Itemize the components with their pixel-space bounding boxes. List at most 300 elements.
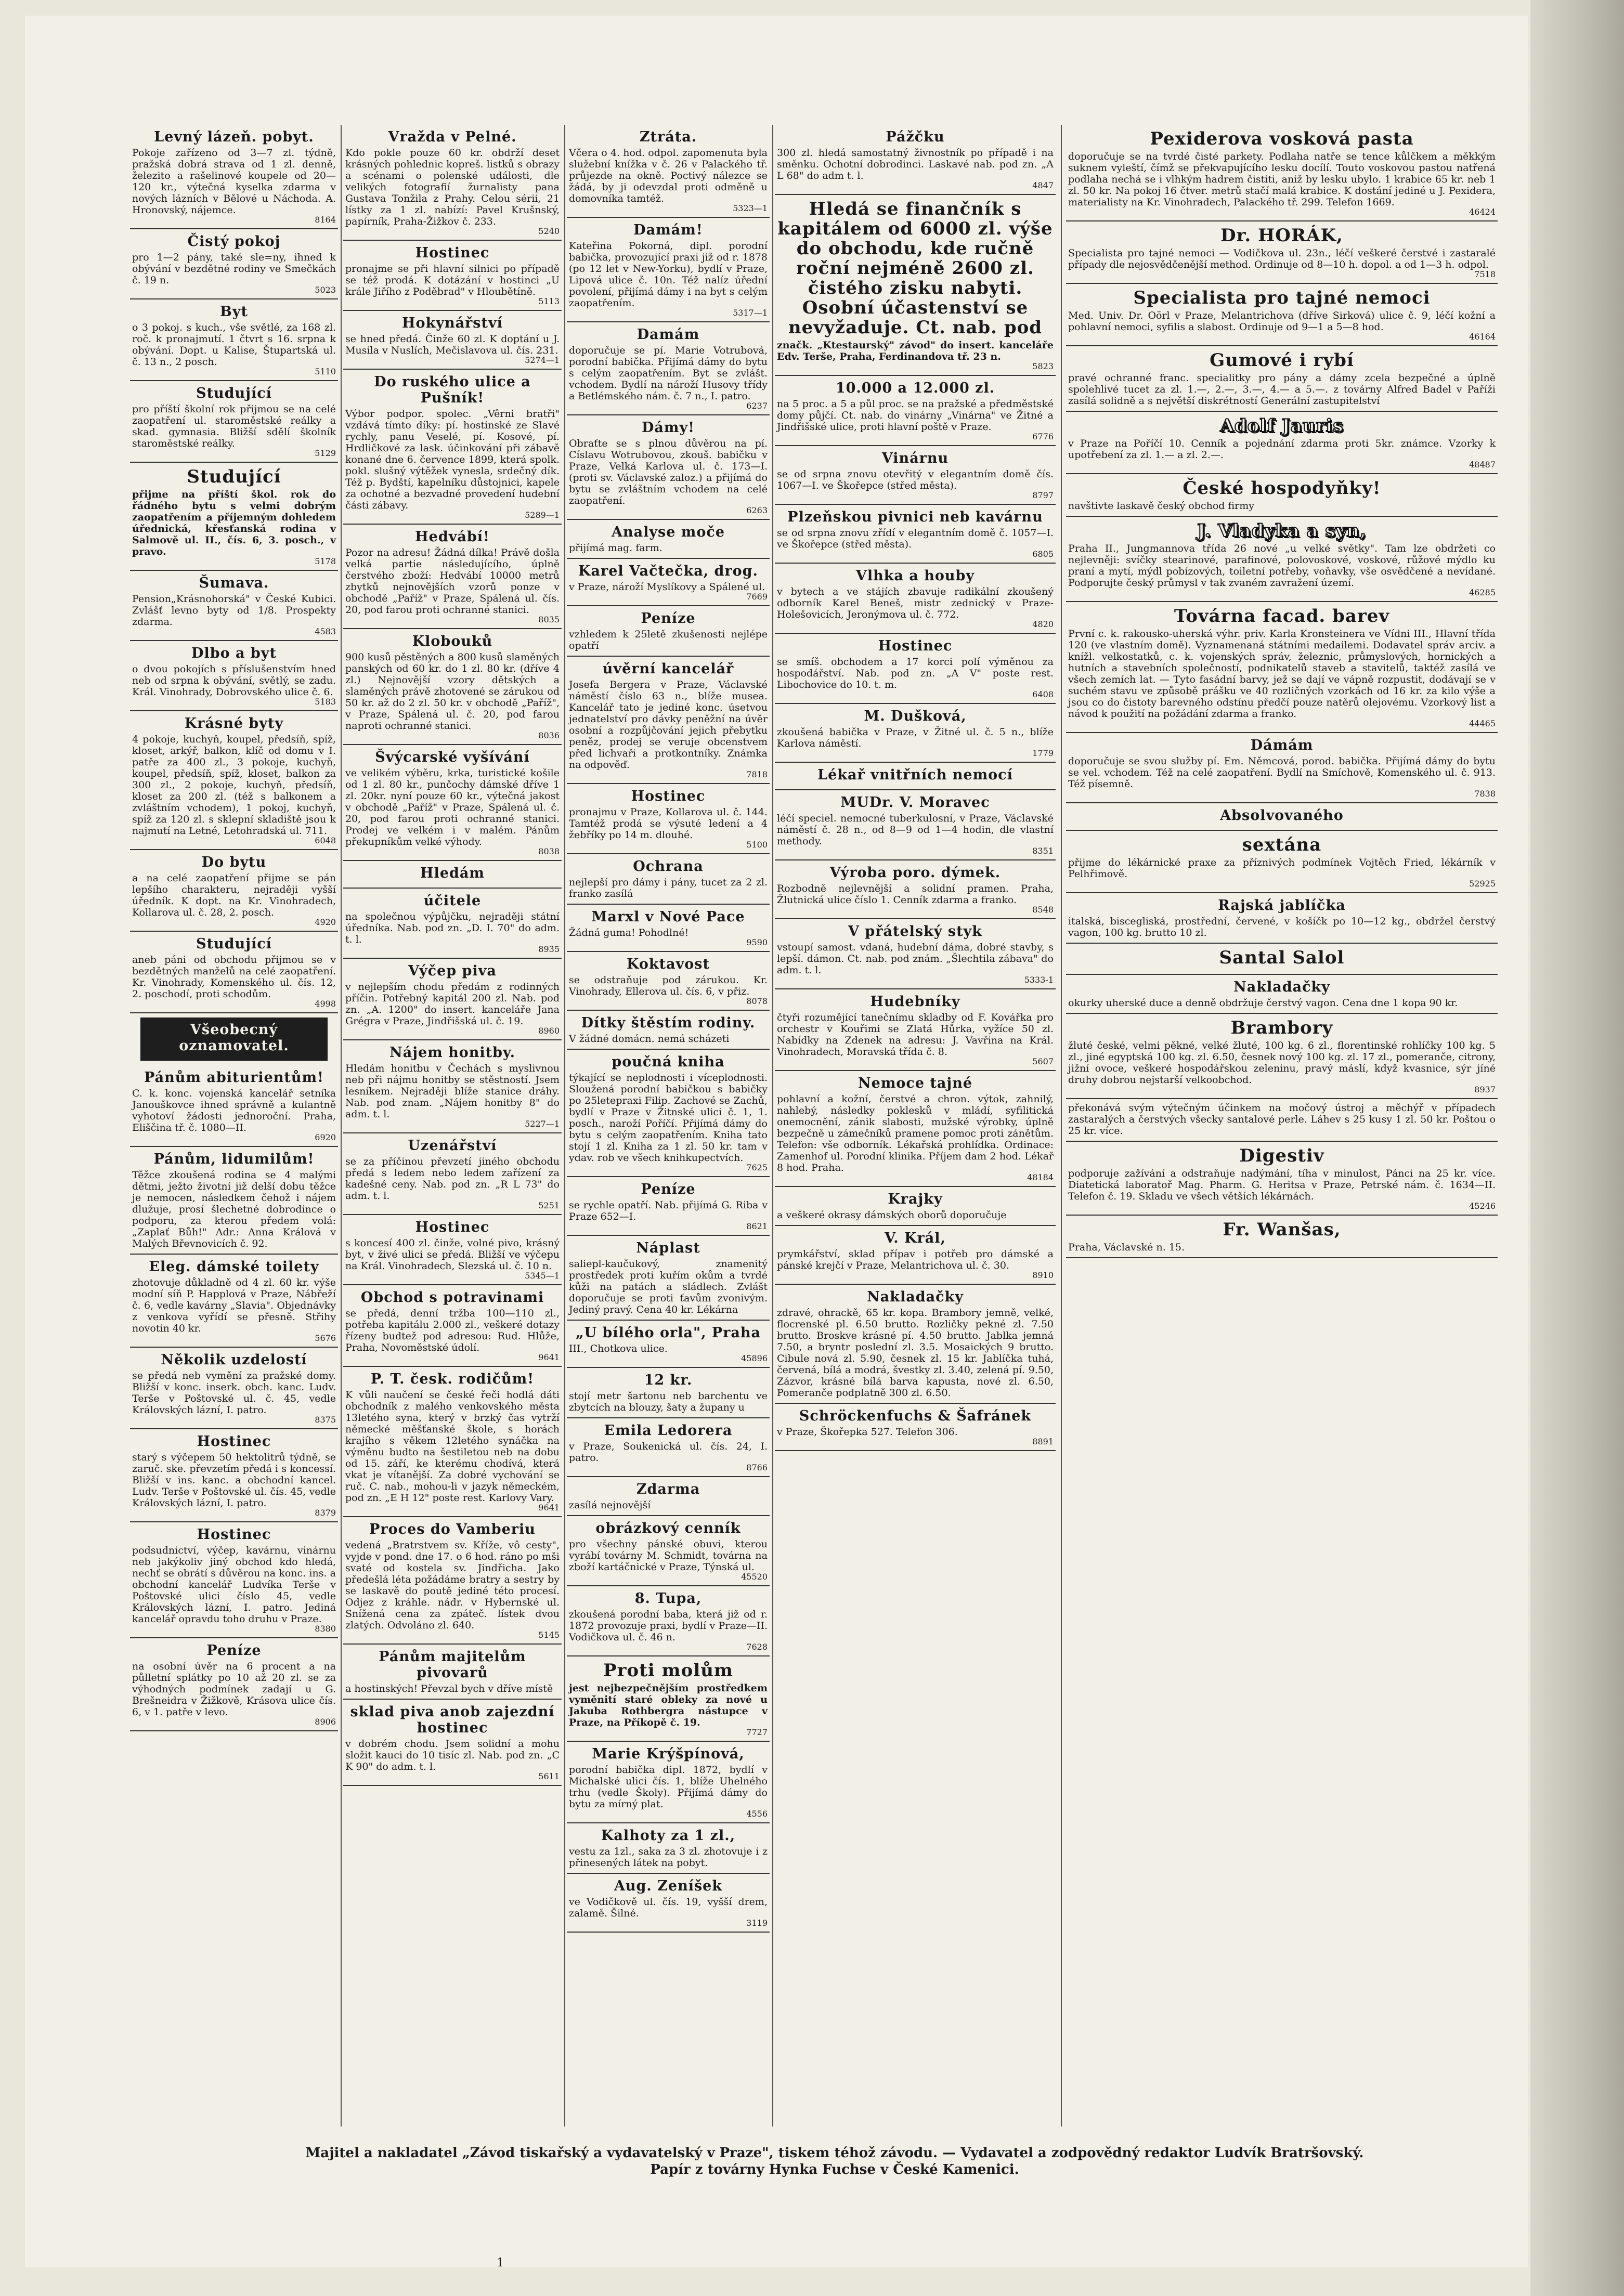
- ad-heading: Damám: [636, 327, 700, 343]
- ad-heading: Eleg. dámské toilety: [149, 1259, 319, 1275]
- ad-number: 44465: [1469, 719, 1496, 728]
- ad-heading: Švýcarské vyšívání: [375, 749, 530, 765]
- classified-ad: [1066, 975, 1498, 1014]
- ad-heading: sextána: [1242, 834, 1322, 855]
- ad-body: s koncesí 400 zl. činže, volné pivo, krásný byt, v živé ulici se předá. Bližší ve výčepu na Král. Vinohradech, Slezská ul. č. 10 n.: [345, 1237, 560, 1272]
- classified-ad: [140, 1017, 328, 1061]
- ad-heading: Proces do Vamberiu: [369, 1521, 536, 1537]
- classified-ad: [1066, 1142, 1498, 1216]
- ad-body: V žádné domácn. nemá scházeti: [569, 1033, 730, 1045]
- ad-heading: Hostinec: [197, 1527, 271, 1543]
- classified-ad: [775, 195, 1056, 376]
- ad-heading: Santal Salol: [1219, 947, 1345, 968]
- ad-heading: Vlhka a houby: [855, 568, 975, 584]
- ad-body: přijme do lékárnické praxe za příznivých podmínek Vojtěch Fried, lékárník v Pelhřimově.: [1068, 857, 1496, 880]
- ad-heading: obrázkový cenník: [595, 1520, 741, 1536]
- column-rule: [1061, 125, 1062, 2127]
- classified-ad: [130, 1255, 338, 1348]
- ad-heading: poučná kniha: [612, 1054, 725, 1070]
- classified-ad: [343, 1517, 562, 1645]
- ad-heading: Do bytu: [201, 854, 267, 870]
- classified-ad: [343, 1040, 562, 1133]
- ad-body: okurky uherské duce a denně obdržuje čerstvý vagon. Cena dne 1 kopa 90 kr.: [1068, 997, 1458, 1009]
- ad-heading: Schröckenfuchs & Šafránek: [799, 1408, 1032, 1424]
- ad-number: 9641: [538, 1503, 560, 1512]
- ad-heading: Peníze: [641, 1181, 696, 1197]
- ad-body: Pension„Krásnohorská" v České Kubici. Zvlášť levno byty od 1/8. Prospekty zdarma.: [132, 593, 336, 628]
- classified-ad: [567, 1236, 770, 1321]
- ad-heading: Analyse moče: [612, 524, 725, 540]
- classified-ad: [775, 860, 1056, 919]
- ad-heading: Studující: [196, 936, 272, 952]
- ad-heading: úvěrní kancelář: [602, 661, 734, 677]
- ad-number: 8078: [746, 996, 768, 1006]
- ad-number: 46285: [1469, 588, 1496, 597]
- ad-body: překonává svým výtečným účinkem na močový ústroj a měchýř v případech zastaralých a čerstvých všecky santalové perle. Láhev s 25 kusy 1 zl. 50 kr. Poštou o 25 kr. více.: [1068, 1102, 1496, 1137]
- classified-ad: [130, 850, 338, 932]
- ad-heading: Emila Ledorera: [604, 1423, 733, 1439]
- classified-ad: [130, 229, 338, 299]
- classified-ad: [130, 1348, 338, 1429]
- ad-body: v Praze, Škořepka 527. Telefon 306.: [777, 1426, 958, 1438]
- classified-ad: [343, 1367, 562, 1517]
- ad-body: pro všechny pánské obuvi, kterou vyrábí továrny M. Schmidt, továrna na zboží kartáčnické v Praze, Týnská ul.: [569, 1538, 768, 1573]
- classified-ad: [1066, 412, 1498, 474]
- ad-body: v bytech a ve stájích zbavuje radikální zkoušený odborník Karel Beneš, mistr zednický v Praze-Holešovicích, Jeronýmova ul. č. 772.: [777, 586, 1054, 620]
- classified-ad: [1066, 944, 1498, 975]
- ad-number: 46164: [1469, 332, 1496, 342]
- ad-number: 5113: [538, 296, 560, 306]
- ad-body: pohlavní a kožní, čerstvé a chron. výtok, zahnilý, nahlebý, následky poklesků v mládí, syfilitická onemocnění, zánik slabosti, mužské výrobky, úplně bezpečně u zámečníků pramene pomoc proti zánětům. Telefon: vše odborník. Lékařská prohlídka. Ordinace: Zamenhof ul. Porodní klinika. Příjem dam 2 hod. Lékař 8 hod. Praha.: [777, 1093, 1054, 1173]
- classified-ad: [130, 125, 338, 229]
- ad-number: 4847: [1032, 180, 1054, 190]
- ad-number: 8375: [315, 1415, 336, 1425]
- ad-heading: Pánům majitelům pivovarů: [379, 1649, 526, 1681]
- ad-heading: V přátelský styk: [848, 923, 982, 940]
- ad-body: Specialista pro tajné nemoci — Vodičkova ul. 23n., léčí veškeré čerstvé i zastaralé případy dle nejosvědčenější method. Ordinuje od 8—10 h. dopol. a od 1—3 h. odpol.: [1068, 247, 1496, 270]
- classified-ad: [775, 763, 1056, 790]
- ad-body: Výbor podpor. spolec. „Vêrni bratři" vzdává tímto díky: pí. hostinské ze Slavé rychly, panu Veselé, pí. Kosové, pí. Hrdličkové za lask. účinkování při zábavě konané dne 6. července 1899, která spolk. pokl. slušný výtěžek vynesla, srdečný dík. Též p. Bydští, kapelníku důstojnici, kapele za ochotné a bezvadné provedení hudební části zábavy.: [345, 408, 560, 511]
- ad-number: 8038: [538, 846, 560, 856]
- column-5: [1066, 125, 1498, 2127]
- ad-body: doporučuje se svou služby pí. Em. Němcová, porod. babička. Přijímá dámy do bytu se vel. vchodem. Též na celé zaopatření. Bydlí na Smíchově, Komenského ul. č. 913. Též písemně.: [1068, 755, 1496, 790]
- ad-heading: Peníze: [641, 610, 696, 627]
- ad-number: 5333-1: [1024, 975, 1054, 985]
- classified-ad: [775, 505, 1056, 564]
- ad-heading: České hospodyňky!: [1183, 478, 1381, 499]
- ad-heading: Marxl v Nové Pace: [591, 909, 745, 925]
- classified-ad: [343, 125, 562, 241]
- ad-heading: Hostinec: [197, 1433, 271, 1450]
- classified-ad: [775, 1285, 1056, 1404]
- ad-body: se rychle opatří. Nab. přijímá G. Riba v Praze 652—I.: [569, 1199, 768, 1222]
- ad-heading: M. Dušková,: [864, 708, 967, 724]
- ad-number: 52925: [1469, 879, 1496, 889]
- classified-ad: [130, 299, 338, 381]
- ad-body: se hned předá. Činže 60 zl. K doptání u J. Musila v Nuslích, Mečislavova ul. čís. 231.: [345, 333, 560, 356]
- classified-ad: [567, 1418, 770, 1477]
- ad-body: pronajmu v Praze, Kollarova ul. č. 144. Tamtéž prodá se výsuté ledení a 4 žebříky po 14 m. dlouhé.: [569, 806, 768, 841]
- classified-ad: [1066, 1216, 1498, 1258]
- ad-heading: J. Vladyka a syn,: [1197, 520, 1367, 541]
- ad-body: na osobní úvěr na 6 procent a na půlletní splátky po 10 až 20 zl. se za výhodných podmínek zadají u G. Brešneidra v Žižkově, Krásova ulice čís. 6, v 1. patře v levo.: [132, 1661, 336, 1718]
- ad-heading: Dítky štěstím rodiny.: [581, 1015, 756, 1031]
- classified-ad: [343, 889, 562, 959]
- ad-body: zkoušená porodní baba, která již od r. 1872 provozuje praxi, bydlí v Praze—II. Vodičkova ul. č. 46 n.: [569, 1609, 768, 1643]
- classified-ad: [567, 559, 770, 606]
- ad-heading: Dr. HORÁK,: [1220, 225, 1343, 246]
- ad-body: se předá neb vymění za pražské domy. Bližší v konc. inserk. obch. kanc. Ludv. Terše v Poštovské ul. č. 45, vedle Královských lázní, I. patro.: [132, 1370, 336, 1416]
- classified-ad: [775, 634, 1056, 704]
- classified-ad: [130, 463, 338, 571]
- ad-body: vedená „Bratrstvem sv. Kříže, vô cesty", vyjde v pond. dne 17. o 6 hod. ráno po mši svaté od kostela sv. Jindřicha. Jako předešlá léta požádáme bratry a sestry by se laskavě do poutě jediné této procesí. Odjez z kráhle. nádr. v Hybernské ul. Snížená cena za zpáteč. lístek dvou zlatých. Odvoláno zl. 640.: [345, 1540, 560, 1631]
- ad-body: prymkářství, sklad přípav i potřeb pro dámské a pánské krejčí v Praze, Melantrichova ul. č. 30.: [777, 1248, 1054, 1271]
- column-1: [130, 125, 338, 2127]
- ad-number: 1779: [1032, 748, 1054, 758]
- ad-heading: Klobouků: [412, 633, 493, 649]
- ad-body: Hledám honitbu v Čechách s myslivnou neb při nájmu honitby se stěstností. Jsem lesníkem. Nejraději blíže stanice dráhy. Nab. pod znam. „Nájem honitby 8" do adm. t. l.: [345, 1063, 560, 1120]
- ad-body: navštivte laskavě český obchod firmy: [1068, 500, 1254, 512]
- classified-ad: [775, 1226, 1056, 1285]
- ad-number: 8380: [315, 1624, 336, 1634]
- ad-body: C. k. konc. vojenská kancelář setníka Janouškovce ihned správně a kulantně vyhotoví žádosti jednoroční. Praha, Eliščina tř. č. 1080—II.: [132, 1088, 336, 1133]
- ad-number: 8891: [1032, 1437, 1054, 1446]
- ad-body: zhotovuje důkladně od 4 zl. 60 kr. výše modní síň P. Happlová v Praze, Nábřeží č. 6, vedle kavárny „Slavia". Objednávky z venkova vyřídí se přesně. Střihy novotin 40 kr.: [132, 1277, 336, 1334]
- ad-body: pronajme se při hlavní silnici po případě se též prodá. K dotázání v hostinci „U krále Jiřího z Poděbrad" v Hloubětíně.: [345, 263, 560, 297]
- ad-heading: Karel Vačtečka, drog.: [578, 563, 758, 579]
- ad-heading: Byt: [220, 304, 248, 320]
- ad-heading: Koktavost: [627, 956, 710, 972]
- ad-body: italská, biscegliská, prostřední, červené, v košíčk po 10—12 kg., obdržel čerstvý vagon, 100 kg. brutto 10 zl.: [1068, 916, 1496, 938]
- classified-ad: [130, 381, 338, 463]
- classified-ad: [1066, 517, 1498, 602]
- ad-body: se od srpna znovu zřídí v elegantním domě č. 1057—I. ve Škořepce (střed města).: [777, 527, 1054, 550]
- ad-heading: Fr. Wanšas,: [1223, 1219, 1341, 1240]
- classified-ad: [130, 932, 338, 1013]
- ad-body: doporučuje se pí. Marie Votrubová, porodní babička. Přijímá dámy do bytu s celým zaopatřením. Byt se zvlášt. vchodem. Bydlí na nároží Husovy třídy a Betlémského nám. č. 7 n., I. patro.: [569, 345, 768, 402]
- ad-heading: Kalhoty za 1 zl.,: [601, 1828, 736, 1844]
- column-4: [775, 125, 1056, 2127]
- ad-body: v Praze, Soukenická ul. čís. 24, I. patro.: [569, 1441, 768, 1464]
- classified-ad: [567, 1742, 770, 1823]
- ad-body: a na celé zaopatření přijme se pán lepšího charakteru, nejraději vyšší úředník. K dopt. na Kr. Vinohradech, Kollarova ul. č. 28, 2. posch.: [132, 872, 336, 918]
- ad-number: 45520: [741, 1572, 768, 1582]
- ad-body: a veškeré okrasy dámských oborů doporučuje: [777, 1209, 1007, 1221]
- classified-ad: [567, 952, 770, 1011]
- classified-ad: [567, 854, 770, 905]
- column-rule: [772, 125, 773, 2127]
- ad-heading: Šumava.: [199, 575, 269, 591]
- ad-number: 7818: [746, 769, 768, 779]
- ad-number: 8548: [1032, 905, 1054, 915]
- ad-body: se smíš. obchodem a 17 korci polí výměnou za hospodářství. Nab. pod zn. „A V" poste rest. Libochovice do 10. t. m.: [777, 656, 1054, 690]
- classified-ad: [130, 711, 338, 850]
- ad-number: 8164: [315, 215, 336, 225]
- ad-heading: Pexiderova vosková pasta: [1150, 128, 1414, 149]
- ad-heading: 12 kr.: [644, 1372, 693, 1388]
- ad-body: pro příští školní rok přijmou se na celé zaopatření ul. staroměstské reálky a skad. gymnasia. Bližší sdělí školník staroměstské reálky.: [132, 403, 336, 449]
- classified-ad: [567, 125, 770, 218]
- ad-body: léčí speciel. nemocné tuberkulosní, v Praze, Václavské náměstí č. 28 n., od 8—9 od 1—4 hodin, dle vlastní methody.: [777, 813, 1054, 847]
- classified-ad: [1066, 221, 1498, 284]
- ad-body: o dvou pokojích s příslušenstvím hned neb od srpna k obývání, světlý, se zadu. Král. Vinohrady, Dobrovského ulice č. 6.: [132, 663, 336, 698]
- ad-body: na společnou výpůjčku, nejraději státní úředníka. Nab. pod zn. „D. I. 70" do adm. t. l.: [345, 911, 560, 945]
- ad-heading: 8. Tupa,: [634, 1590, 702, 1607]
- classified-ad: [567, 1368, 770, 1418]
- classified-ad: [567, 1823, 770, 1874]
- classified-ad: [567, 1050, 770, 1177]
- ad-heading: Pánům, lidumilům!: [153, 1151, 315, 1167]
- ad-body: Těžce zkoušená rodina se 4 malými dětmi, ježto životní již delší dobu těžce je nemocen, následkem čehož i nájem dlužuje, prosí šlechetné dobrodince o podporu, za kterou předem volá: „Zaplať Bůh!" Adr.: Anna Králová v Malých Břevnovicích č. 92.: [132, 1169, 336, 1249]
- ad-body: podsudnictví, výčep, kavárnu, vinárnu neb jakýkoliv jiný obchod kdo hledá, nechť se obrátí s důvěrou na konc. ins. a obchodní kancelář Ludvíka Terše v Poštovské ulici číslo 45, vedle Královských lázní, I. patro. Jediná kancelář opravdu toho druhu v Praze.: [132, 1545, 336, 1625]
- ad-number: 8960: [538, 1026, 560, 1036]
- ad-heading: Peníze: [206, 1642, 262, 1659]
- ad-body: v Praze na Poříčí 10. Cenník a pojednání zdarma proti 5kr. známce. Vzorky k upotřebení za zl. 1.— a zl. 2.—.: [1068, 438, 1496, 461]
- classified-ad: [567, 1586, 770, 1656]
- ad-number: 48184: [1027, 1172, 1054, 1182]
- ad-heading: Výroba poro. dýmek.: [829, 865, 1001, 881]
- ad-number: 8797: [1032, 490, 1054, 500]
- ad-heading: V. Král,: [885, 1230, 946, 1246]
- classified-ad: [567, 657, 770, 784]
- ad-heading: Brambory: [1230, 1017, 1333, 1038]
- ad-body: žluté české, velmi pěkné, velké žluté, 100 kg. 6 zl., florentinské rohlíčky 100 kg. 5 zl., jiné egyptská 100 kg. zl. 6.50, česnek nový 100 kg. zl. 17 zl., pomeranče, citrony, jižní ovoce, veškeré hospodářskou zeleninu, pravý máslí, když kvasnice, sýr jíné druhy dobrou nejstarší velkoobchod.: [1068, 1040, 1496, 1086]
- ad-body: 900 kusů pěstěných a 800 kusů slaměných panských od 60 kr. do 1 zl. 80 kr. (dříve 4 zl.) Nejnovější vzory dětských a slaměných právě zhotovené se zárukou od 50 kr. až do 2 zl. 50 kr. v obchodě „Paříž", v Praze, Spálená ul. č. 20, pod farou naproti ochranné stanici.: [345, 651, 560, 732]
- ad-heading: Uzenářství: [408, 1138, 497, 1154]
- ad-number: 5178: [315, 556, 336, 566]
- ad-body: zdravé, ohrackě, 65 kr. kopa. Brambory jemně, velké, flocrenské pl. 6.50 brutto. Rozličky pekné zl. 7.50 brutto. Broskve krásné pí. 4.50 brutto. Jablka jemná 7.50, a bryntr poslední zl. 3.5. Mosaických 9 brutto. Cibule nová zl. 5.90, česnek zl. 15 kr. Jablíčka tuhá, červená, bílá a modrá, švestky zl. 3.40, zelená pí. 9.50, Zázvor, krásné bílá barva kapusta, nové zl. 6.50, Pomeranče podplatně 300 zl. 6.50.: [777, 1307, 1054, 1399]
- ad-heading: Dámy!: [641, 420, 695, 436]
- classified-ad: [1066, 1099, 1498, 1142]
- ad-body: Med. Univ. Dr. Oörl v Praze, Melantrichova (dříve Sirková) ulice č. 9, léčí kožní a pohlavní nemoci, syfilis a slabost. Ordinuje od 9—1 a 5—8 hod.: [1068, 310, 1496, 333]
- classified-ad: [775, 1071, 1056, 1187]
- ad-heading: Všeobecný oznamovatel.: [179, 1022, 289, 1054]
- ad-number: 8621: [746, 1221, 768, 1231]
- ad-heading: Levný lázeň. pobyt.: [154, 129, 314, 145]
- ad-body: vestu za 1zl., saka za 3 zl. zhotovuje i z přinesených látek na pobyt.: [569, 1846, 768, 1869]
- ad-heading: Hostinec: [878, 638, 953, 654]
- ad-heading: Rajská jablíčka: [1218, 897, 1346, 914]
- ad-number: 7838: [1474, 789, 1496, 799]
- ad-number: 5183: [315, 697, 336, 707]
- classified-ad: [343, 745, 562, 861]
- ad-heading: Hostinec: [415, 1219, 490, 1235]
- ad-body: Kateřina Pokorná, dipl. porodní babička, provozující praxi již od r. 1878 (po 12 let v New-Yorku), bydlí v Praze, Lipová ulice č. 10n. Též nalíz úřední povolení, přijímá dámy i na byt s celým zaopatřením.: [569, 240, 768, 309]
- ad-body: přijme na příští škol. rok do řádného bytu s velmi dobrým zaopatřením a příjemným dohledem úřednická, křesťanská rodina v Salmově ul. II., čís. 6, 3. posch., v pravo.: [132, 489, 336, 557]
- classified-ad: [567, 1874, 770, 1933]
- ad-heading: Marie Krýšpínová,: [592, 1746, 745, 1762]
- ad-heading: účitele: [423, 893, 482, 909]
- ad-heading: Nemoce tajné: [858, 1075, 972, 1091]
- classified-ad: [1066, 803, 1498, 831]
- ad-body: podporuje zažívání a odstraňuje nadýmání, tíha v minulost, Pánci na 25 kr. více. Diatetická laboratoř Mag. Pharm. G. Heritsa v Praze, Petrské nám. č. 1634—II. Telefon č. 19. Skladu ve všech větších lékárnách.: [1068, 1168, 1496, 1202]
- page-binding: [1530, 0, 1624, 2296]
- ad-body: jest nejbezpečnějším prostředkem vyměnití staré obleky za nové u Jakuba Rothbergra nástupce v Praze, na Příkopě č. 19.: [569, 1682, 768, 1728]
- ad-body: značk. „Ktestaurský" závod" do insert. kanceláře Edv. Terše, Praha, Ferdinandova tř. 23 n.: [777, 340, 1054, 362]
- ad-number: 8036: [538, 730, 560, 740]
- ad-number: 4583: [315, 627, 336, 636]
- ad-body: 300 zl. hledá samostatný živnostník po případě i na směnku. Ochotní dobrodinci. Laskavé nab. pod zn. „A L 68" do adm t. l.: [777, 147, 1054, 181]
- classified-ad: [775, 376, 1056, 446]
- ad-heading: Nájem honitby.: [389, 1045, 515, 1061]
- classified-ad: [343, 959, 562, 1040]
- ad-number: 5607: [1032, 1056, 1054, 1066]
- ad-number: 6408: [1032, 689, 1054, 699]
- classified-ad: [1066, 1014, 1498, 1099]
- ad-number: 48487: [1469, 460, 1496, 469]
- ad-heading: Nakladačky: [867, 1289, 964, 1305]
- ad-heading: Proti molům: [603, 1660, 733, 1681]
- ad-number: 5145: [538, 1630, 560, 1640]
- ad-number: 5317—1: [733, 308, 768, 318]
- classified-ad: [130, 1522, 338, 1638]
- classified-ad: [567, 1516, 770, 1586]
- classified-ad: [567, 606, 770, 657]
- ad-body: ve velikém výběru, krka, turistické košile od 1 zl. 80 kr., punčochy dámské dříve 1 zl. 20kr. nyní pouze 60 kr., výtečná jakost v obchodě „Paříž" v Praze, Spálená ul. č. 20, pod farou proti ochranné stanici. Prodej ve velkém i v malém. Pánům překupníkům velké výhody.: [345, 767, 560, 847]
- ad-heading: Do ruského ulice a Pušník!: [374, 374, 531, 406]
- ad-body: ve Vodičkově ul. čís. 19, vyšší drem, zalamě. Šilné.: [569, 1896, 768, 1919]
- ad-body: starý s výčepem 50 hektolitrů týdně, se zaruč. ske. převzetím předá i s koncessí. Bližší v ins. kanc. a obchodní kancel. Ludv. Terše v Poštovské ul. čís. 45, vedle Královských lázní, I. patro.: [132, 1452, 336, 1509]
- classified-ad: [775, 564, 1056, 634]
- classified-ad: [343, 311, 562, 370]
- ad-heading: Krásné byty: [184, 715, 284, 732]
- ad-body: pro 1—2 pány, také sle=ny, ihned k obývání v bezdětné rodiny ve Smečkách č. 19 n.: [132, 252, 336, 286]
- classified-ad: [130, 1638, 338, 1731]
- ad-number: 7628: [746, 1642, 768, 1652]
- ad-body: v dobrém chodu. Jsem solidní a mohu složit kauci do 10 tisíc zl. Nab. pod zn. „C K 90" do adm. t. l.: [345, 1738, 560, 1772]
- ad-heading: Hledá se finančník s kapitálem od 6000 zl. výše do obchodu, kde ručně roční nejméně 2600 zl. čistého zisku nabyti. Osobní účastenství se nevyžaduje. Ct. nab. pod: [777, 199, 1053, 338]
- classified-ad: [130, 1429, 338, 1522]
- ad-number: 8035: [538, 615, 560, 624]
- ad-heading: „U bílého orla", Praha: [575, 1325, 761, 1341]
- ad-body: se předá, denní tržba 100—110 zl., potřeba kapitálu 2.000 zl., veškeré dotazy řízeny budtež pod adresou: Rud. Hlůže, Praha, Novoměstské údolí.: [345, 1308, 560, 1353]
- ad-number: 5110: [315, 367, 336, 376]
- ad-body: týkající se neplodnosti i víceplodnosti. Sloužená porodní babičkou s babičky po 25letepraxi Filip. Zachové se Zachů, bydlí v Praze v Žitnské ulici č. 1, 1. posch., naroží Poříčí. Přijímá dámy do bytu s celým zaopatřením. Kniha tato stojí 1 zl. Kniha za 1 zl. 50 kr. tam v ydav. rob ve všech knihkupectvích.: [569, 1072, 768, 1164]
- classified-ad: [343, 525, 562, 629]
- ad-heading: Studující: [196, 385, 272, 401]
- ad-body: K vůli naučení se české řeči hodlá dáti obchodník z malého venkovského města 13letého syna, který v brzký čas vytrží německé měšťanské škole, s horách krajího s věkem 12letého synáčka na výměnu budto na šestiletou neb na dobu od 15. září, ke kterému chodívá, která vkat je vítanější. Za dobré vychování se ruč. C. nab., mohou-li v jazyk německém, pod zn. „E H 12" poste rest. Karlovy Vary.: [345, 1389, 560, 1504]
- ad-heading: Hostinec: [631, 788, 706, 804]
- ad-number: 7669: [746, 592, 768, 602]
- classified-ad: [130, 641, 338, 711]
- classified-ad: [1066, 831, 1498, 893]
- ad-body: Kdo pokle pouze 60 kr. obdrží deset krásných pohlednic kopreš. listků s obrazy a scénami o polenské události, dle velikých fotografií žurnalisty pana Gustava Tonžila z Prahy. Celou sérii, 21 lístky za 1 zl. nabízí: Pavel Krušnský, papírník, Praha-Žižkov č. 233.: [345, 147, 560, 227]
- classified-ad: [343, 861, 562, 889]
- ad-heading: Čistý pokoj: [187, 233, 281, 250]
- ad-heading: Hledám: [420, 865, 485, 881]
- classified-ad: [567, 1321, 770, 1368]
- column-3: [567, 125, 770, 2127]
- ad-body: nejlepší pro dámy i pány, tucet za 2 zl. franko zasílá: [569, 877, 768, 899]
- ad-number: 8910: [1032, 1270, 1054, 1280]
- ad-number: 9590: [746, 937, 768, 947]
- classified-ad: [343, 370, 562, 525]
- ad-number: 4820: [1032, 619, 1054, 629]
- ad-number: 5611: [538, 1771, 560, 1781]
- classified-ad: [567, 1477, 770, 1516]
- ad-number: 5227—1: [525, 1119, 560, 1129]
- ad-heading: Dlbo a byt: [191, 645, 277, 661]
- ad-heading: Hudebníky: [870, 994, 960, 1010]
- ad-body: stojí metr šartonu neb barchentu ve zbytcích na blouzy, šaty a župany u: [569, 1390, 768, 1413]
- ad-number: 8935: [538, 944, 560, 954]
- ad-heading: Výčep piva: [408, 963, 497, 979]
- ad-body: 4 pokoje, kuchyň, koupel, předsíň, spíž, kloset, arkýř, balkon, klíč od domu v I. patře za 400 zl., 3 pokoje, kuchyň, koupel, předsíň, spíž, kloset, balkon za 300 zl., 2 pokoje, kuchyň, předsíň, kloset za 200 zl. (též s balkonem a zvláštním vchodem), 1 pokoj, kuchyň, spíž za 120 zl. s sklepní skladiště jsou k najmutí na Letné, Letohradská ul. 711.: [132, 734, 336, 837]
- ad-number: 5289—1: [525, 510, 560, 520]
- ad-heading: MUDr. V. Moravec: [840, 794, 990, 811]
- classified-ad: [567, 520, 770, 559]
- column-rule: [341, 125, 342, 2127]
- ad-body: Pokoje zařízeno od 3—7 zl. týdně, pražská dobrá strava od 1 zl. denně, železito a rašelinové koupele od 20—120 kr., výtečná kyselka zdarma v nových lázních v Bělové u Náchoda. A. Hronovský, nájemce.: [132, 147, 336, 216]
- ad-heading: Vinárnu: [881, 450, 949, 466]
- classified-ad: [567, 1656, 770, 1742]
- ad-number: 7727: [746, 1727, 768, 1737]
- ad-number: 8937: [1474, 1085, 1496, 1094]
- ad-body: Praha, Václavské n. 15.: [1068, 1242, 1185, 1253]
- ad-number: 9641: [538, 1352, 560, 1362]
- ad-number: 8766: [746, 1463, 768, 1472]
- ad-body: Rozbodně nejlevnější a solidní pramen. Praha, Žlutnická ulice číslo 1. Cenník zdarma a franko.: [777, 883, 1054, 906]
- classified-ad: [343, 1700, 562, 1786]
- column-rule: [564, 125, 565, 2127]
- ad-body: porodní babička dipl. 1872, bydlí v Michalské ulici čís. 1, blíže Uhelného trhu (vedle Školy). Přijímá dámy do bytu za mírný plat.: [569, 1764, 768, 1810]
- classified-ad: [1066, 125, 1498, 221]
- ad-body: saliepl-kaučukový, znamenitý prostředek proti kuřím okům a tvrdé kůži na patách a sládlech. Zvlášt doporučuje se proti ťavům zvonivým. Jediný pravý. Cena 40 kr. Lékárna: [569, 1258, 768, 1315]
- ad-number: 8906: [315, 1717, 336, 1727]
- ad-heading: Hostinec: [415, 245, 490, 261]
- classified-ad: [567, 322, 770, 415]
- classified-ad: [130, 1147, 338, 1255]
- classified-ad: [775, 919, 1056, 989]
- ad-heading: Digestiv: [1239, 1145, 1324, 1166]
- ad-body: zkoušená babička v Praze, v Žitné ul. č. 5 n., blíže Karlova náměstí.: [777, 726, 1054, 749]
- ad-number: 5129: [315, 448, 336, 458]
- ad-body: zasílá nejnovější: [569, 1499, 651, 1511]
- column-2: [343, 125, 562, 2127]
- classified-ad: [130, 1065, 338, 1147]
- ad-number: 4556: [746, 1809, 768, 1819]
- ad-number: 5676: [315, 1333, 336, 1343]
- ad-number: 5240: [538, 226, 560, 236]
- ad-heading: Zdarma: [636, 1481, 700, 1497]
- ad-heading: Továrna facad. barev: [1174, 606, 1390, 627]
- ad-body: čtyři rozumějící tanečnímu skladby od F. Kovářka pro orchestr v Kouřimi se Zlatá Hůrka, vyžíce 50 zl. Nabídky na Zdenek na adresu: J. Vavřina na Král. Vinohradech, Moravská třída č. 8.: [777, 1012, 1054, 1058]
- ad-number: 5323—1: [733, 203, 768, 213]
- ad-heading: 10.000 a 12.000 zl.: [835, 380, 995, 396]
- ad-heading: Krajky: [888, 1191, 943, 1207]
- classified-ad: [775, 989, 1056, 1071]
- ad-heading: Dámám: [1250, 737, 1314, 753]
- ad-body: vstoupí samost. vdaná, hudební dáma, dobré stavby, s lepší. dámon. Ct. nab. pod znám. „Šlechtila zábava" do adm. t. l.: [777, 942, 1054, 976]
- classified-ad: [1066, 733, 1498, 803]
- ad-body: vzhledem k 25letě zkušenosti nejlépe opatří: [569, 629, 768, 651]
- classified-ad: [1066, 284, 1498, 346]
- ad-heading: Lékař vnitřních nemocí: [817, 767, 1013, 783]
- classified-ad: [567, 415, 770, 520]
- ad-heading: Vražda v Pelné.: [388, 129, 517, 145]
- ad-number: 4920: [315, 917, 336, 927]
- ad-number: 7625: [746, 1163, 768, 1172]
- footer-line-1: Majitel a nakladatel „Závod tiskařský a vydavatelský v Praze", tiskem téhož závodu. — Vydavatel a zodpovědný redaktor Ludvík Bratršovský.: [305, 2145, 1364, 2161]
- ad-body: Praha II., Jungmannova třída 26 nové „u velké světky". Tam lze obdržeti co nejlevněji: svíčky stearinové, parafinové, polovoskové, voskové, růžové mýdlo ku praní a mytí, mýdl pobízových, toiletní potřeby, voňavky, vše osvědčené a nevídané. Podporujte český průmysl v tak zvaném zavražení území.: [1068, 543, 1496, 589]
- ad-number: 6920: [315, 1132, 336, 1142]
- ad-number: 5345—1: [525, 1271, 560, 1281]
- ad-number: 4998: [315, 999, 336, 1009]
- ad-body: o 3 pokoj. s kuch., vše světlé, za 168 zl. roč. k pronajmutí. 1 čtvrt s 16. srpna k obývání. Dopt. u Kalise, Štupartská ul. č. 13 n., 2 posch.: [132, 322, 336, 368]
- classified-ad: [1066, 346, 1498, 412]
- ad-number: 5100: [746, 840, 768, 850]
- classified-ad: [343, 1285, 562, 1367]
